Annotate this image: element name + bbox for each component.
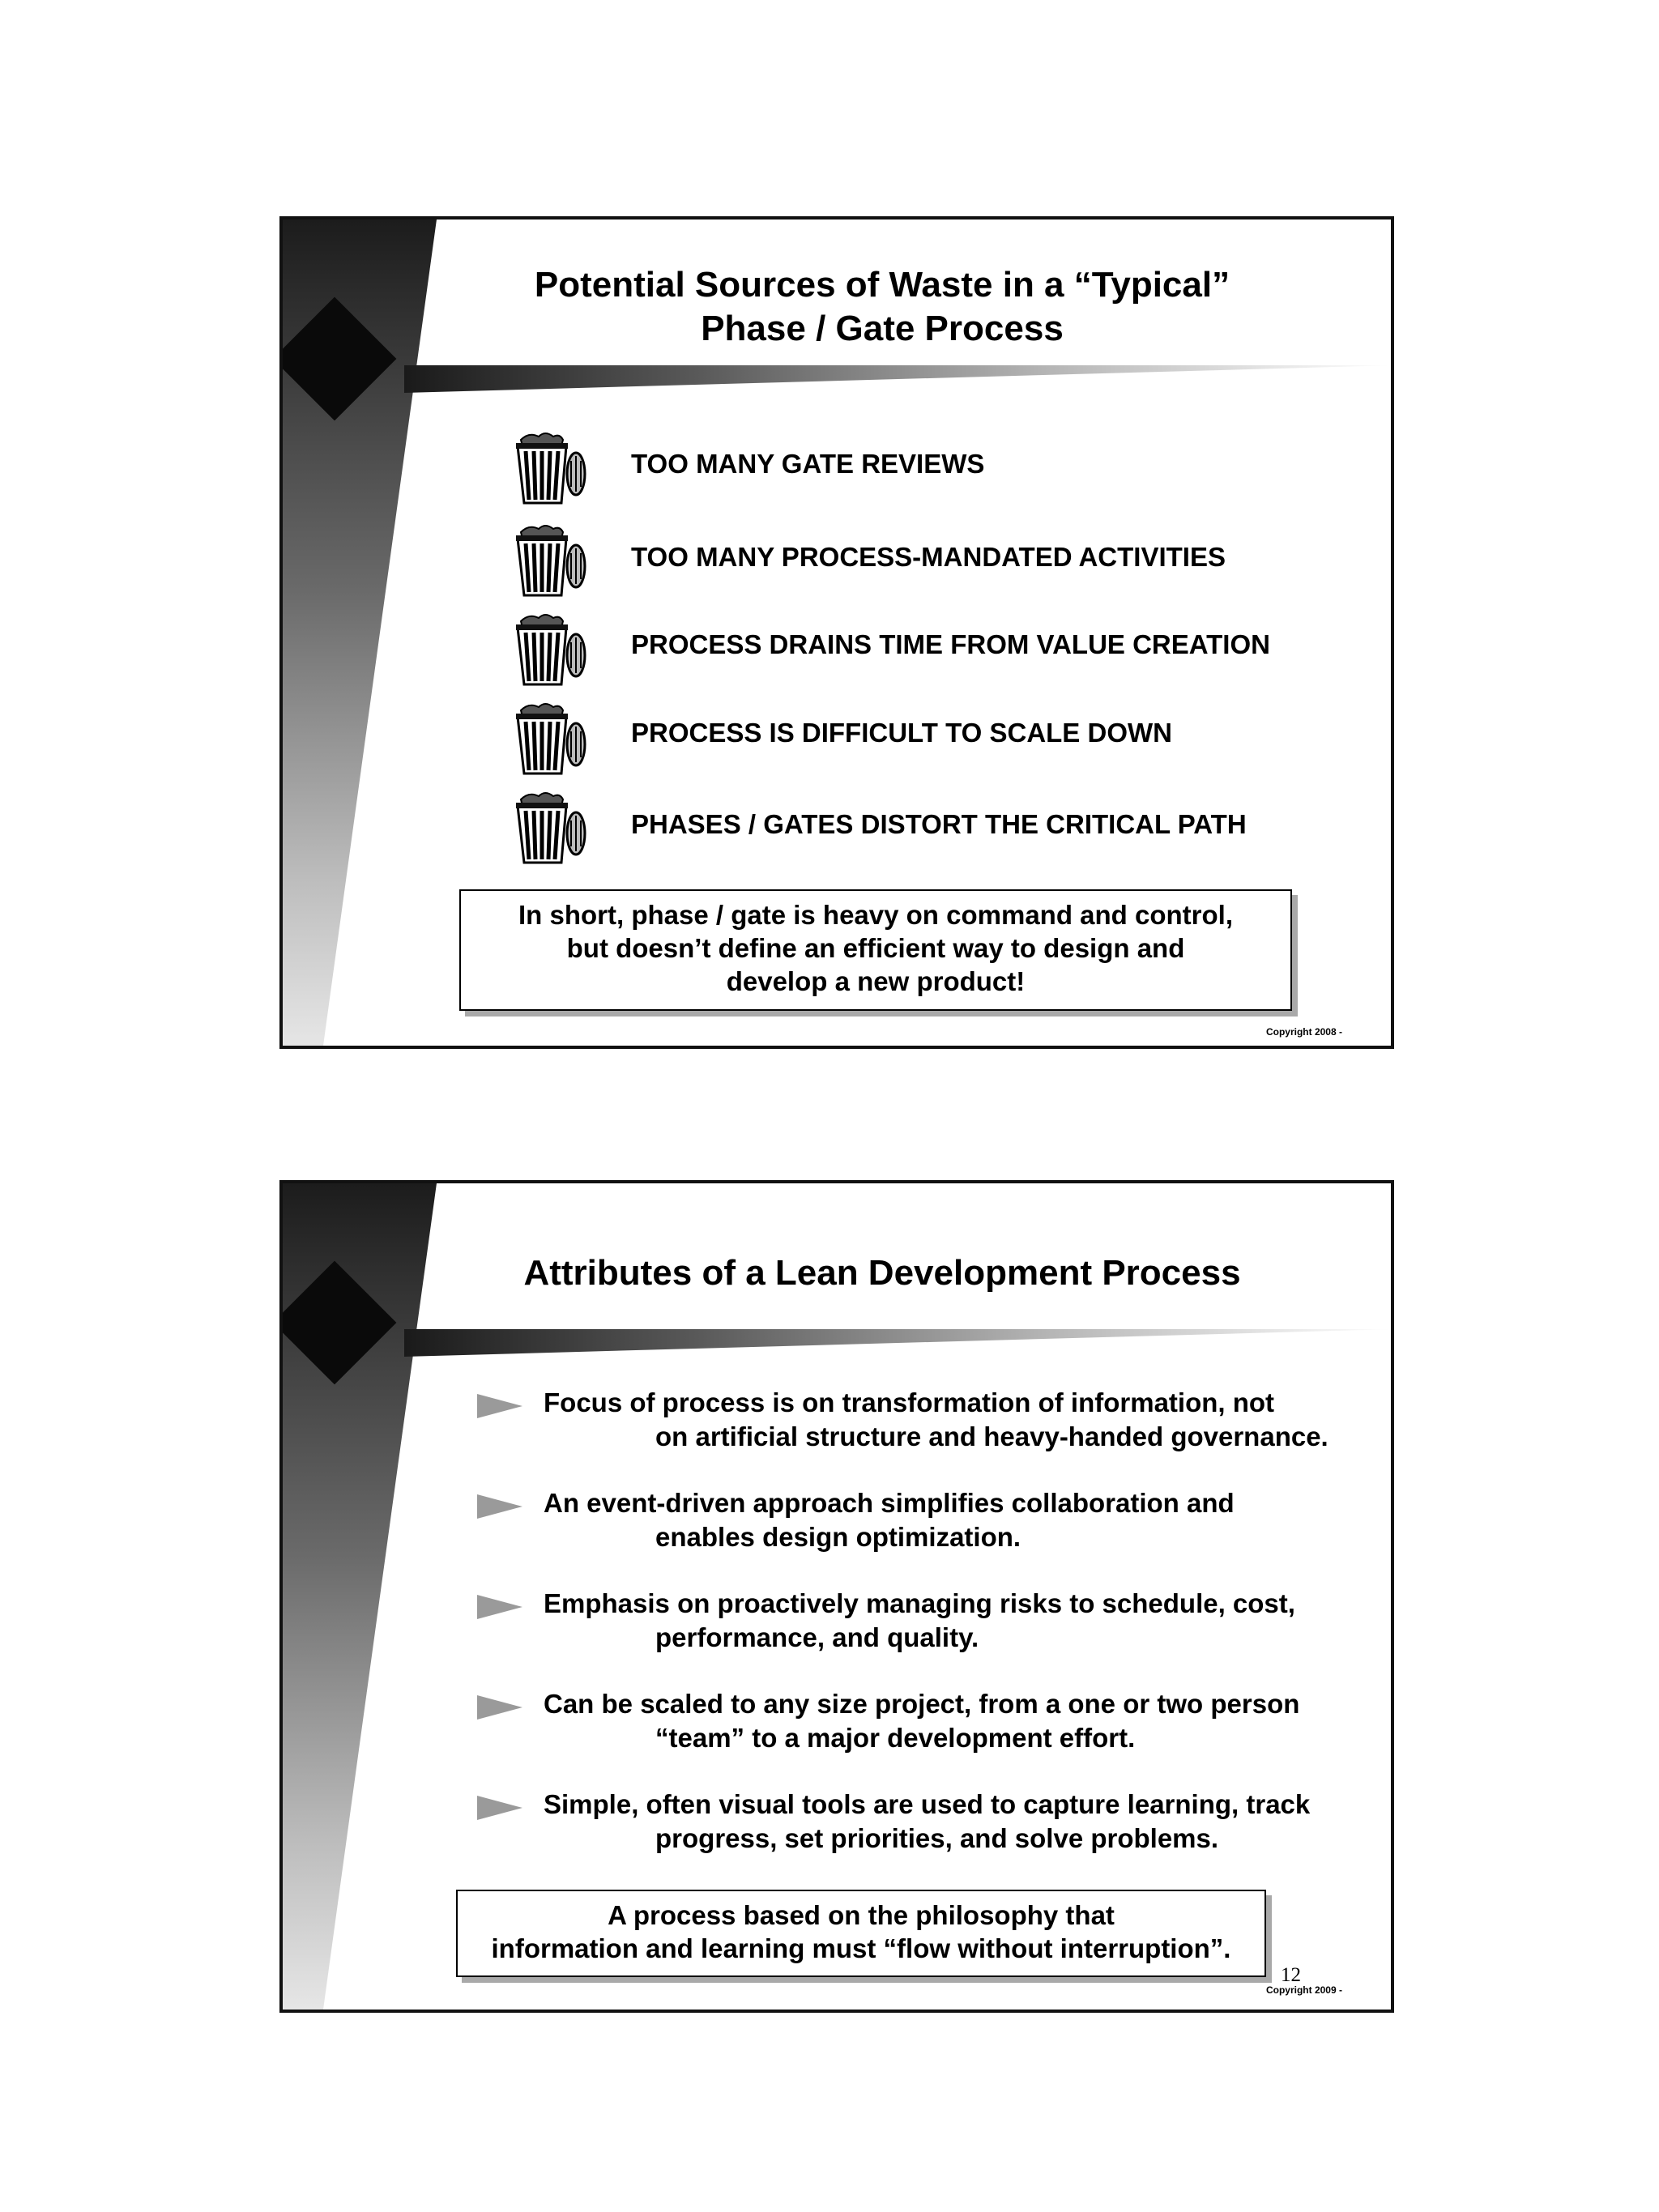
- title-underline-gradient: [404, 365, 1394, 393]
- attribute-line-2: “team” to a major development effort.: [655, 1723, 1136, 1753]
- slide-waste-sources: [279, 216, 1394, 1049]
- callout-line-2: but doesn’t define an efficient way to design and: [566, 933, 1185, 963]
- callout-line-1: In short, phase / gate is heavy on command and control,: [518, 900, 1233, 930]
- arrow-bullet-icon: [477, 1796, 522, 1820]
- trash-can-icon: [510, 788, 587, 866]
- arrow-bullet-icon: [477, 1394, 522, 1418]
- page-number: 12: [1281, 1964, 1301, 1986]
- trash-can-icon: [510, 521, 587, 599]
- attribute-line-1: Simple, often visual tools are used to capture learning, track: [544, 1789, 1311, 1819]
- trash-can-icon: [510, 699, 587, 777]
- slide-title: [477, 263, 1287, 351]
- waste-item-text: TOO MANY GATE REVIEWS: [631, 449, 985, 479]
- waste-item-text: PHASES / GATES DISTORT THE CRITICAL PATH: [631, 809, 1247, 839]
- slide-title-line-1: Potential Sources of Waste in a “Typical”: [534, 265, 1230, 305]
- arrow-bullet-icon: [477, 1695, 522, 1720]
- waste-item-text: PROCESS IS DIFFICULT TO SCALE DOWN: [631, 718, 1172, 748]
- attribute-line-1: Focus of process is on transformation of information, not: [544, 1387, 1275, 1417]
- copyright-text: Copyright 2008 -: [1265, 1026, 1342, 1038]
- attribute-line-2: on artificial structure and heavy-handed governance.: [655, 1421, 1328, 1451]
- title-underline-gradient: [404, 1329, 1394, 1357]
- summary-callout: [459, 889, 1292, 1011]
- attribute-line-2: enables design optimization.: [655, 1522, 1021, 1552]
- attribute-line-1: Emphasis on proactively managing risks to schedule, cost,: [544, 1588, 1295, 1618]
- attribute-line-2: performance, and quality.: [655, 1622, 979, 1652]
- attribute-line-1: Can be scaled to any size project, from a one or two person: [544, 1689, 1300, 1719]
- slide-title-line-2: Phase / Gate Process: [701, 309, 1064, 348]
- philosophy-callout: [456, 1890, 1266, 1977]
- slide-title: Attributes of a Lean Development Process: [523, 1253, 1241, 1293]
- callout-line-1: A process based on the philosophy that: [608, 1900, 1115, 1930]
- attribute-line-1: An event-driven approach simplifies collaboration and: [544, 1488, 1235, 1518]
- waste-item-text: PROCESS DRAINS TIME FROM VALUE CREATION: [631, 629, 1270, 659]
- waste-item-text: TOO MANY PROCESS-MANDATED ACTIVITIES: [631, 542, 1226, 572]
- trash-can-icon: [510, 610, 587, 688]
- attribute-line-2: progress, set priorities, and solve problems.: [655, 1823, 1219, 1853]
- callout-line-3: develop a new product!: [726, 966, 1026, 996]
- callout-line-2: information and learning must “flow without interruption”.: [491, 1933, 1231, 1963]
- arrow-bullet-icon: [477, 1494, 522, 1519]
- trash-can-icon: [510, 428, 587, 506]
- slide-lean-attributes: [279, 1180, 1394, 2013]
- arrow-bullet-icon: [477, 1595, 522, 1619]
- copyright-text: Copyright 2009 -: [1265, 1984, 1342, 1996]
